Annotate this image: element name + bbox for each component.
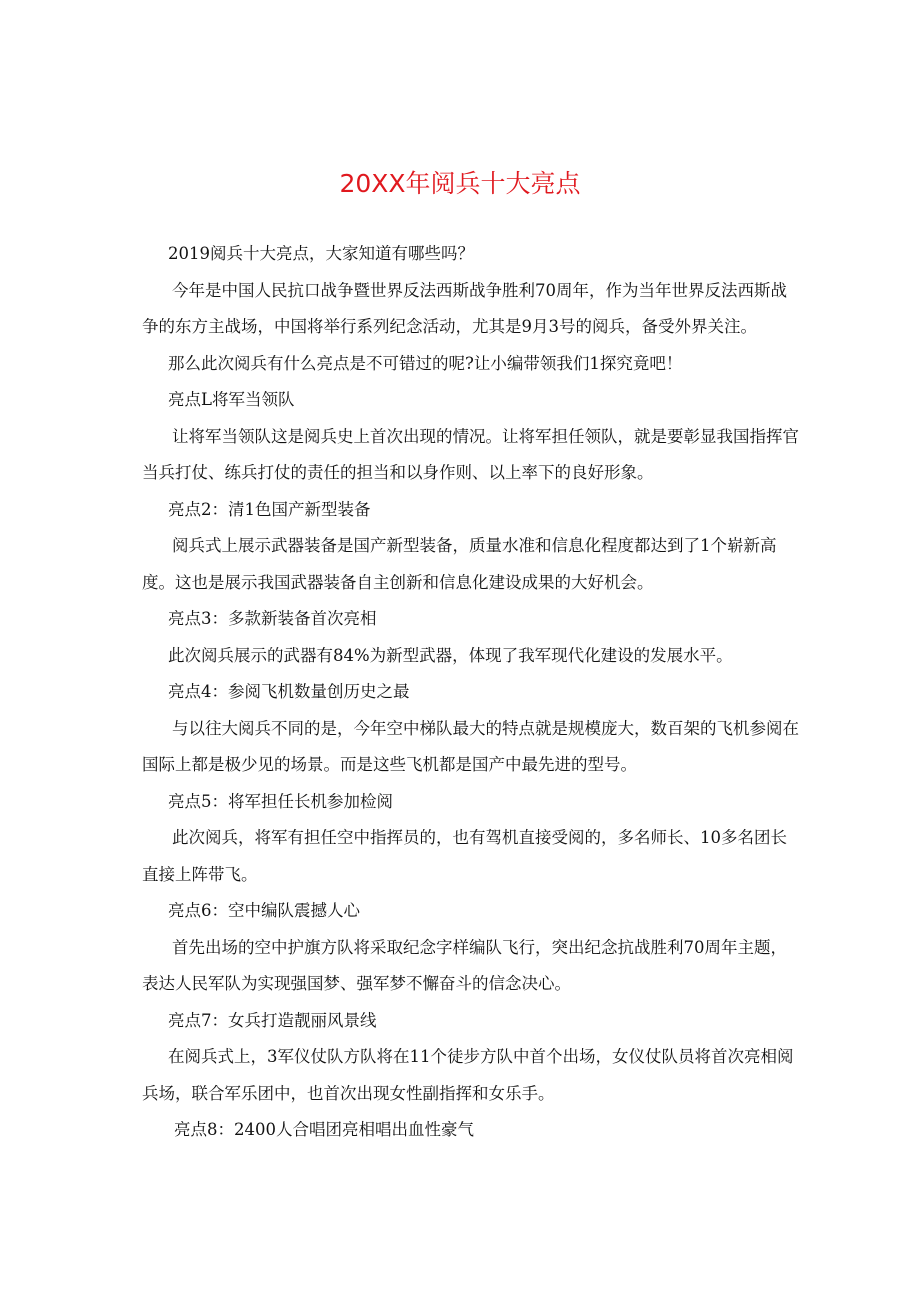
paragraph: 此次阅兵展示的武器有84%为新型武器，体现了我军现代化建设的发展水平。 bbox=[168, 645, 733, 665]
paragraph: 亮点L将军当领队 bbox=[168, 390, 295, 409]
document-body bbox=[142, 236, 802, 1149]
paragraph: 亮点5：将军担任长机参加检阅 bbox=[168, 791, 393, 811]
paragraph: 在阅兵式上，3军仪仗队方队将在11个徒步方队中首个出场，女仪仗队员将首次亮相阅兵场，联合军乐团中，也首次出现女性副指挥和女乐手。 bbox=[142, 1047, 794, 1103]
paragraph: 阅兵式上展示武器装备是国产新型装备，质量水准和信息化程度都达到了1个崭新高度。这也是展示我国武器装备自主创新和信息化建设成果的大好机会。 bbox=[142, 536, 777, 592]
paragraph: 今年是中国人民抗口战争暨世界反法西斯战争胜利70周年，作为当年世界反法西斯战争的东方主战场，中国将举行系列纪念活动，尤其是9月3号的阅兵，备受外界关注。 bbox=[142, 280, 787, 336]
paragraph: 2019阅兵十大亮点，大家知道有哪些吗？ bbox=[168, 244, 474, 263]
paragraph: 此次阅兵，将军有担任空中指挥员的，也有驾机直接受阅的，多名师长、10多名团长直接上阵带飞。 bbox=[142, 828, 787, 884]
paragraph: 亮点3：多款新装备首次亮相 bbox=[168, 609, 377, 628]
paragraph: 首先出场的空中护旗方队将采取纪念字样编队飞行，突出纪念抗战胜利70周年主题，表达人民军队为实现强国梦、强军梦不懈奋斗的信念决心。 bbox=[142, 937, 787, 993]
paragraph: 亮点2：清1色国产新型装备 bbox=[168, 499, 371, 519]
paragraph: 那么此次阅兵有什么亮点是不可错过的呢?让小编带领我们1探究竟吧！ bbox=[168, 353, 683, 373]
paragraph: 亮点6：空中编队震撼人心 bbox=[168, 901, 360, 920]
paragraph: 与以往大阅兵不同的是，今年空中梯队最大的特点就是规模庞大，数百架的飞机参阅在国际上都是极少见的场景。而是这些飞机都是国产中最先进的型号。 bbox=[142, 718, 799, 774]
paragraph: 亮点8：2400人合唱团亮相唱出血性豪气 bbox=[174, 1120, 474, 1139]
document-title: 20XX年阅兵十大亮点 bbox=[339, 169, 581, 198]
paragraph: 亮点7：女兵打造靓丽风景线 bbox=[168, 1010, 377, 1030]
paragraph: 亮点4：参阅飞机数量创历史之最 bbox=[168, 682, 410, 701]
paragraph: 让将军当领队这是阅兵史上首次出现的情况。让将军担任领队，就是要彰显我国指挥官当兵打仗、练兵打仗的责任的担当和以身作则、以上率下的良好形象。 bbox=[142, 426, 799, 482]
